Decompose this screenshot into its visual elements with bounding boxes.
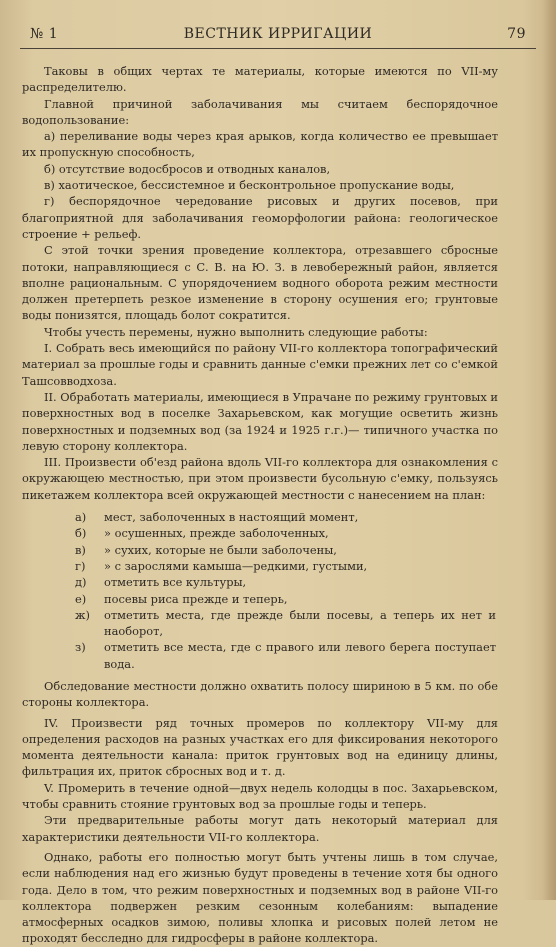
paragraph: Однако, работы его полностью могут быть учтены лишь в том случае, если наблюдения над его жизнью будут проведены в течение хотя бы одного года. Дело в том, что режим поверхностных и подземных вод в районе VII-го коллектора подвержен резким сезонным колебаниям: выпадение атмосферных осадков зимою, поливы хлопка и рисовых полей летом не проходят бесследно для гидросферы в районе коллектора. (22, 849, 498, 946)
list-item (22, 607, 498, 640)
list-item (22, 558, 498, 574)
paragraph: IV. Произвести ряд точных промеров по коллектору VII-му для определения расходов на разных участках его для фиксирования некоторого момента деятельности канала: приток грунтовых вод на единицу длины, фильтрация их, приток сбросных вод и т. д. (22, 715, 498, 779)
paragraph: Чтобы учесть перемены, нужно выполнить следующие работы: (44, 324, 428, 339)
paragraph: Эти предварительные работы могут дать некоторый материал для характеристики деятельности VII-го коллектора. (22, 813, 498, 844)
list-item-text: посевы риса прежде и теперь, (104, 591, 288, 606)
list-item-text: мест, заболоченных в настоящий момент, (104, 510, 359, 525)
paragraph: III. Произвести об'езд района вдоль VII-го коллектора для ознакомления с окружающею местностью, при этом произвести бусольную с'емку, пользуясь пикетажем коллектора всей окружающей местности с нанесением на план: (22, 455, 498, 502)
paragraph: V. Промерить в течение одной—двух недель колодцы в пос. Захарьевском, чтобы сравнить стояние грунтовых вод за прошлые годы и теперь. (22, 780, 498, 812)
header-rule (20, 48, 536, 49)
body-text (22, 63, 498, 947)
paragraph: г) беспорядочное чередование рисовых и других посевов, при благоприятной для заболачивания геоморфологии района: геологическое строение + рельеф. (22, 194, 498, 241)
list-item-text: » сухих, которые не были заболочены, (104, 542, 337, 557)
list-item (22, 591, 498, 607)
list-marker: г) (75, 558, 86, 573)
journal-title: ВЕСТНИК ИРРИГАЦИИ (183, 26, 373, 42)
list-item-text: отметить все места, где с правого или левого берега поступает вода. (104, 640, 496, 671)
issue-number: № 1 (30, 26, 59, 42)
paragraph: б) отсутствие водосбросов и отводных каналов, (44, 161, 331, 176)
paragraph: в) хаотическое, бессистемное и бесконтрольное пропускание воды, (44, 178, 455, 193)
paragraph: I. Собрать весь имеющийся по району VII-го коллектора топографический материал за прошлые годы и сравнить данные с'емки прежних лет со с'емкой Ташсовводхоза. (22, 341, 498, 388)
page-spine-shadow (542, 0, 556, 900)
paragraph: II. Обработать материалы, имеющиеся в Упрачане по режиму грунтовых и поверхностных вод в поселке Захарьевском, как могущие осветить жизнь поверхностных и подземных вод (за 1924 и 1925 г.г.)— типичного участка по левую сторону коллектора. (22, 389, 498, 453)
list-item (22, 639, 498, 672)
list-marker: б) (75, 526, 87, 541)
running-header (30, 26, 526, 48)
list-item (22, 542, 498, 558)
list-item-text: » с зарослями камыша—редкими, густыми, (104, 558, 368, 573)
list-item-text: отметить все культуры, (104, 575, 247, 590)
list-marker: ж) (75, 607, 90, 622)
list-marker: в) (75, 542, 86, 557)
list-marker: а) (75, 510, 87, 525)
paragraph: С этой точки зрения проведение коллектора, отрезавшего сбросные потоки, направляющиеся с С. В. на Ю. З. в левобережный район, является вполне рациональным. С упорядочением водного оборота режим местности должен претерпеть резкое изменение в сторону осушения его; грунтовые воды понизятся, площадь болот сократится. (22, 243, 498, 323)
page-number: 79 (507, 26, 526, 42)
list-item (22, 574, 498, 590)
paragraph: Таковы в общих чертах те материалы, которые имеются по VII-му распределителю. (22, 64, 498, 95)
list-marker: е) (75, 591, 87, 606)
list-marker: з) (75, 640, 86, 655)
list-item (22, 525, 498, 541)
list-item (22, 509, 498, 525)
paragraph: Главной причиной заболачивания мы считаем беспорядочное водопользование: (22, 96, 498, 127)
list-item-text: » осушенных, прежде заболоченных, (104, 526, 329, 541)
paragraph: Обследование местности должно охватить полосу шириною в 5 км. по обе стороны коллектора. (22, 678, 498, 710)
list-marker: д) (75, 575, 87, 590)
plan-list (22, 509, 498, 672)
list-item-text: отметить места, где прежде были посевы, а теперь их нет и наоборот, (104, 607, 496, 639)
paragraph: а) переливание воды через края арыков, когда количество ее превышает их пропускную способность, (22, 129, 498, 160)
